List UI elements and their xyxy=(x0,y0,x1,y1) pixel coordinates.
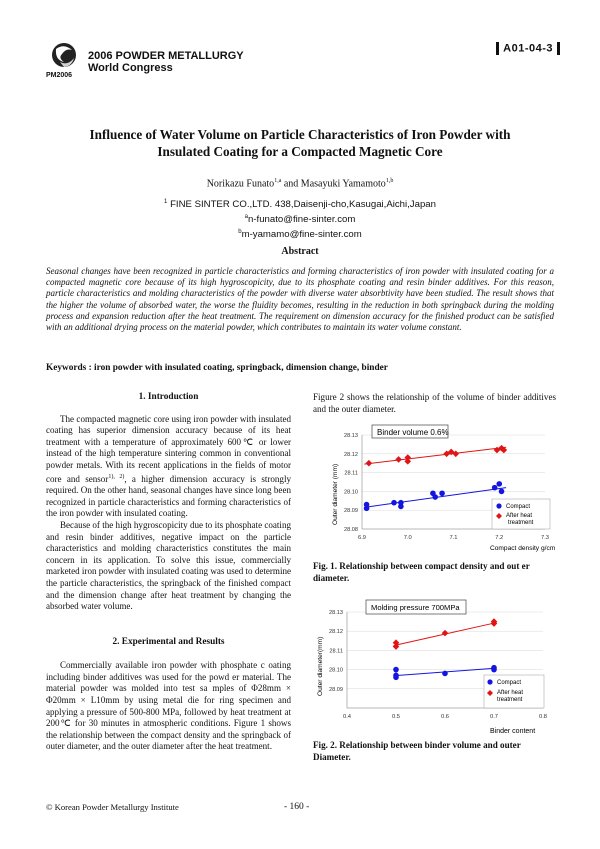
fig2-point-compact xyxy=(393,667,399,673)
email-b-sup: b xyxy=(238,229,242,236)
intro-paragraph-1 xyxy=(46,414,291,520)
logo-title xyxy=(88,50,244,74)
fig2-ylabel: Outer diameter(mm) xyxy=(317,636,324,696)
intro-p1-text: The compacted magnetic core using iron powder with insulated coating has superior dimension accuracy because of its heat treatment with a temperature of approximately 600℃ or lower instead of the high temperature sintering common in conventional powder metals. With its recent applications in the fields of motor core and sensor xyxy=(46,413,291,484)
fig2-xtick-label: 0.7 xyxy=(489,714,499,720)
author-1-sup: 1,a xyxy=(274,178,282,184)
fig1-legend-compact: Compact xyxy=(506,504,531,510)
fig2-xlabel: Binder content xyxy=(490,728,536,735)
right-intro-text: Figure 2 shows the relationship of the volume of binder additives and the outer diameter. xyxy=(313,392,556,414)
fig1-legend-heat-line2: treatment xyxy=(508,520,534,526)
fig2-xtick-label: 0.6 xyxy=(440,714,450,720)
fig1-point-compact xyxy=(432,494,438,500)
fig1-point-compact xyxy=(496,481,502,487)
abstract-text: Seasonal changes have been recognized in particle characteristics and forming characteristics of iron powder with insulated coating for a compacted magnetic core because of its high hygroscopicity, due to its phosphate coating and resin binder additives. For this reason, particle characteristics and molding characteristics of the powder with diverse water absorbtivity have been studied. The result shows that the higher the volume of absorbed water, the worse the fluidity becomes, resulting in the reduction in both springback during the molding process and expansion reduction after the heat treatment. The requirement on dimension accuracy for the finished product can be satisfied with an additional drying process on the material powder, which contributes to maintain its water volume constant. xyxy=(46,266,554,333)
abstract-heading: Abstract xyxy=(281,246,319,257)
logo-title-line1: 2006 POWDER METALLURGY xyxy=(88,50,244,62)
email-a: n-funato@fine-sinter.com xyxy=(248,214,356,226)
fig1-xtick-label: 7.0 xyxy=(403,535,412,541)
fig1-point-compact xyxy=(391,500,397,506)
fig1-legend-compact-marker xyxy=(496,503,501,508)
fig1-xtick-label: 6.9 xyxy=(357,535,367,541)
fig2-xtick-label: 0.8 xyxy=(538,714,548,720)
figure-1-caption: Fig. 1. Relationship between compact density and out er diameter. xyxy=(313,561,530,583)
fig1-ytick-label: 28.10 xyxy=(344,489,358,496)
footer-page-number: - 160 - xyxy=(284,802,310,812)
intro-heading: 1. Introduction xyxy=(138,392,199,402)
fig1-ylabel: Outer diameter (mm) xyxy=(332,463,339,525)
fig2-xtick-label: 0.4 xyxy=(342,714,352,720)
fig2-xtick-label: 0.5 xyxy=(391,714,401,720)
figure-2-caption: Fig. 2. Relationship between binder volume and outer Diameter. xyxy=(313,740,521,762)
author-2-sup: 1,b xyxy=(385,178,394,184)
fig1-legend xyxy=(492,499,550,529)
fig1-point-compact xyxy=(439,490,445,496)
fig2-ytick-label: 28.12 xyxy=(329,629,343,636)
email-a-line xyxy=(40,211,560,226)
fig2-legend-heat-line2: treatment xyxy=(497,697,523,703)
author-1: Norikazu Funato xyxy=(206,178,275,190)
paper-code xyxy=(492,42,564,55)
fig2-legend-heat-line1: After heat xyxy=(497,690,524,696)
title-line-1: Influence of Water Volume on Particle Characteristics of Iron Powder with xyxy=(89,127,511,142)
fig2-legend xyxy=(484,675,544,708)
fig2-point-compact xyxy=(393,674,399,680)
logo-title-line2: World Congress xyxy=(88,62,173,74)
email-a-sup: a xyxy=(244,214,248,221)
fig2-ytick-label: 28.11 xyxy=(329,648,343,655)
affiliation-sup: 1 xyxy=(164,199,168,205)
fig1-point-compact xyxy=(492,485,498,491)
paper-code-text: A01-04-3 xyxy=(503,42,553,55)
left-column xyxy=(46,392,291,753)
fig2-point-compact xyxy=(491,667,497,673)
footer-copyright: © Korean Powder Metallurgy Institute xyxy=(46,802,179,812)
fig1-ytick-label: 28.12 xyxy=(344,451,358,458)
author-2: and Masayuki Yamamoto xyxy=(281,178,386,190)
fig2-legend-compact: Compact xyxy=(497,680,522,686)
fig1-point-compact xyxy=(398,500,404,506)
figure-1 xyxy=(325,420,555,560)
fig2-point-compact xyxy=(442,671,448,677)
fig2-ytick-label: 28.10 xyxy=(329,667,343,674)
fig1-xtick-label: 7.3 xyxy=(540,535,550,541)
fig2-ytick-label: 28.13 xyxy=(329,610,343,616)
figure-2-chart xyxy=(313,596,558,736)
fig1-ytick-label: 28.11 xyxy=(344,470,358,477)
fig1-point-compact xyxy=(499,489,505,495)
code-bar-right xyxy=(557,42,560,55)
fig2-legend-compact-marker xyxy=(487,679,492,684)
fig1-title: Binder volume 0.6% xyxy=(377,428,449,437)
figure-1-chart xyxy=(325,420,555,560)
fig2-ytick-label: 28.09 xyxy=(329,686,343,693)
code-bar-left xyxy=(496,42,499,55)
intro-p1-end: , a higher dimension accuracy is strongly required. On the other hand, seasonal changes have since long been recognized in particle characteristics and forming characteristics of the iron powder with insulated coating. xyxy=(46,473,291,519)
logo-mark-text: PM2006 xyxy=(46,72,73,79)
fig1-legend-heat xyxy=(506,513,534,526)
fig1-xlabel: Compact density g/cm³ xyxy=(490,545,555,552)
conference-logo xyxy=(46,40,84,84)
authors xyxy=(40,178,560,189)
fig1-xtick-label: 7.2 xyxy=(495,535,504,541)
affiliation xyxy=(40,196,560,242)
fig1-ytick-label: 28.09 xyxy=(344,508,358,515)
fig1-xtick-label: 7.1 xyxy=(449,535,458,541)
fig1-ytick-label: 28.13 xyxy=(344,433,358,439)
keywords: Keywords : iron powder with insulated coating, springback, dimension change, binder xyxy=(46,363,388,373)
email-b: m-yamamo@fine-sinter.com xyxy=(241,229,362,241)
fig2-legend-heat xyxy=(497,690,525,703)
intro-paragraph-2: Because of the high hygroscopicity due to its phosphate coating and resin binder additives, negative impact on the particle characteristics and molding characteristics constitutes the main concern in its application. To solve this issue, commercially marketed iron powder with insulated coating was used to determine the particle characteristics, the springback of the finished compact and the dimension change after heat treatment by changing the absorbed water volume. xyxy=(46,519,291,612)
fig2-title: Molding pressure 700MPa xyxy=(371,603,460,612)
affiliation-line xyxy=(40,196,560,211)
figure-2 xyxy=(313,596,558,736)
intro-p1-sup: 1), 2) xyxy=(108,473,125,480)
experimental-paragraph-1: Commercially available iron powder with phosphate c oating including binder additives was used for the powd er material. The material powder was molded into test sa mples of Φ28mm × Φ20mm × L10mm by using metal die for ring specimen and applying a pressure of 500-800 MPa, followed by heat treatment at 200℃ for 30 minutes in atmospheric conditions. Figure 1 shows the relationship between the compact density and the springback of outer diameter, and the outer diameter after the heat treatment. xyxy=(46,660,291,752)
fig1-legend-heat-line1: After heat xyxy=(506,513,533,519)
title-line-2: Insulated Coating for a Compacted Magnetic Core xyxy=(157,144,443,159)
email-b-line xyxy=(40,226,560,241)
experimental-heading: 2. Experimental and Results xyxy=(112,636,225,647)
fig1-ytick-label: 28.08 xyxy=(344,527,358,533)
affiliation-text: FINE SINTER CO.,LTD. 438,Daisenji-cho,Kasugai,Aichi,Japan xyxy=(170,199,436,211)
paper-title xyxy=(40,126,560,160)
fig1-point-compact xyxy=(364,506,370,512)
